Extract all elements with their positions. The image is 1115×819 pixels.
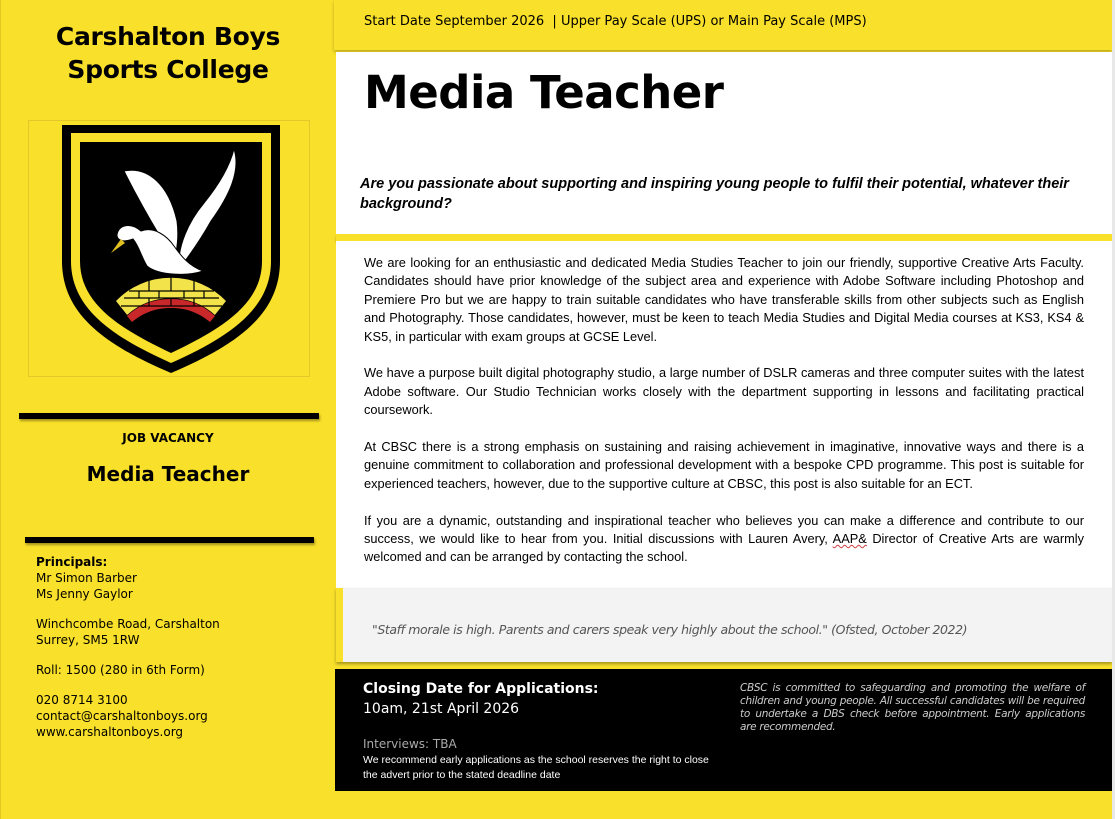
email-link[interactable]: contact@carshaltonboys.org bbox=[36, 709, 208, 723]
description-paragraph: We have a purpose built digital photography studio, a large number of DSLR cameras and three computer suites with the latest Adobe software. Our Studio Technician works closely with the department supporting in lessons and facilitating practical coursework. bbox=[364, 365, 1084, 418]
principals-label: Principals: bbox=[36, 555, 108, 569]
ofsted-quote-panel bbox=[336, 588, 1112, 662]
title-panel bbox=[336, 52, 1112, 234]
school-name: Carshalton Boys Sports College bbox=[55, 22, 281, 84]
address-line: Surrey, SM5 1RW bbox=[36, 633, 140, 647]
tagline: Are you passionate about supporting and inspiring young people to fulfil their potential, whatever their background? bbox=[360, 176, 1069, 212]
start-date-pay-scale: Start Date September 2026 | Upper Pay Scale (UPS) or Main Pay Scale (MPS) bbox=[364, 14, 867, 29]
phone-number: 020 8714 3100 bbox=[36, 693, 128, 707]
early-applications-note: We recommend early applications as the school reserves the right to close the advert prior to the stated deadline date bbox=[363, 754, 709, 781]
roll-count: Roll: 1500 (280 in 6th Form) bbox=[36, 663, 205, 677]
sidebar bbox=[0, 0, 334, 819]
school-contact-info bbox=[36, 554, 220, 740]
website-link[interactable]: www.carshaltonboys.org bbox=[36, 725, 184, 739]
yellow-divider bbox=[336, 234, 1112, 241]
address-line: Winchcombe Road, Carshalton bbox=[36, 617, 220, 631]
interviews-info: Interviews: TBA bbox=[363, 737, 457, 751]
safeguarding-statement: CBSC is committed to safeguarding and promoting the welfare of children and young people. All successful candidates will be required to undertake a DBS check before appointment. Early applications are recommended. bbox=[740, 682, 1085, 733]
sidebar-divider-bottom bbox=[25, 537, 314, 543]
description-paragraph: At CBSC there is a strong emphasis on sustaining and raising achievement in imaginative, innovative ways and there is a genuine commitment to collaboration and professional development with a bespoke CPD programme. This post is suitable for experienced teachers, however, due to the supportive culture at CBSC, this post is also suitable for an ECT. bbox=[364, 439, 1084, 491]
crest-swan-icon bbox=[29, 121, 309, 376]
bottom-yellow-strip bbox=[335, 791, 1112, 816]
closing-date-label: Closing Date for Applications: bbox=[363, 681, 599, 697]
description-paragraph: We are looking for an enthusiastic and dedicated Media Studies Teacher to join our friendly, supportive Creative Arts Faculty. Candidates should have prior knowledge of the subject area and experience with Adobe Software including Photoshop and Premiere Pro but we are happy to train suitable candidates who have transferable skills from other subjects such as English and Photography. Those candidates, however, must be keen to teach Media Studies and Digital Media courses at KS3, KS4 & KS5, in particular with exam groups at GCSE Level. bbox=[364, 255, 1084, 344]
school-crest bbox=[28, 120, 310, 377]
ofsted-quote: "Staff morale is high. Parents and carers speak very highly about the school." (Ofsted, October 2022) bbox=[372, 622, 968, 637]
sidebar-job-title: Media Teacher bbox=[86, 462, 250, 486]
page-title: Media Teacher bbox=[364, 66, 724, 119]
header-strip bbox=[334, 0, 1112, 50]
spellcheck-flagged-word: AAP& bbox=[832, 531, 867, 547]
quote-accent-bar bbox=[336, 588, 343, 662]
principal-name: Ms Jenny Gaylor bbox=[36, 587, 133, 601]
description-paragraph: If you are a dynamic, outstanding and inspirational teacher who believes you can make a difference and contribute to our success, we would like to hear from you. Initial discussions with Lauren Avery, AAP& Director of Creative Arts are warmly welcomed and can be arranged by contacting the school. bbox=[364, 512, 1084, 565]
sidebar-divider-top bbox=[19, 413, 319, 419]
job-vacancy-label: JOB VACANCY bbox=[122, 431, 214, 445]
job-description bbox=[336, 241, 1112, 588]
closing-date-value: 10am, 21st April 2026 bbox=[363, 701, 520, 717]
principal-name: Mr Simon Barber bbox=[36, 571, 137, 585]
application-footer bbox=[335, 669, 1112, 791]
